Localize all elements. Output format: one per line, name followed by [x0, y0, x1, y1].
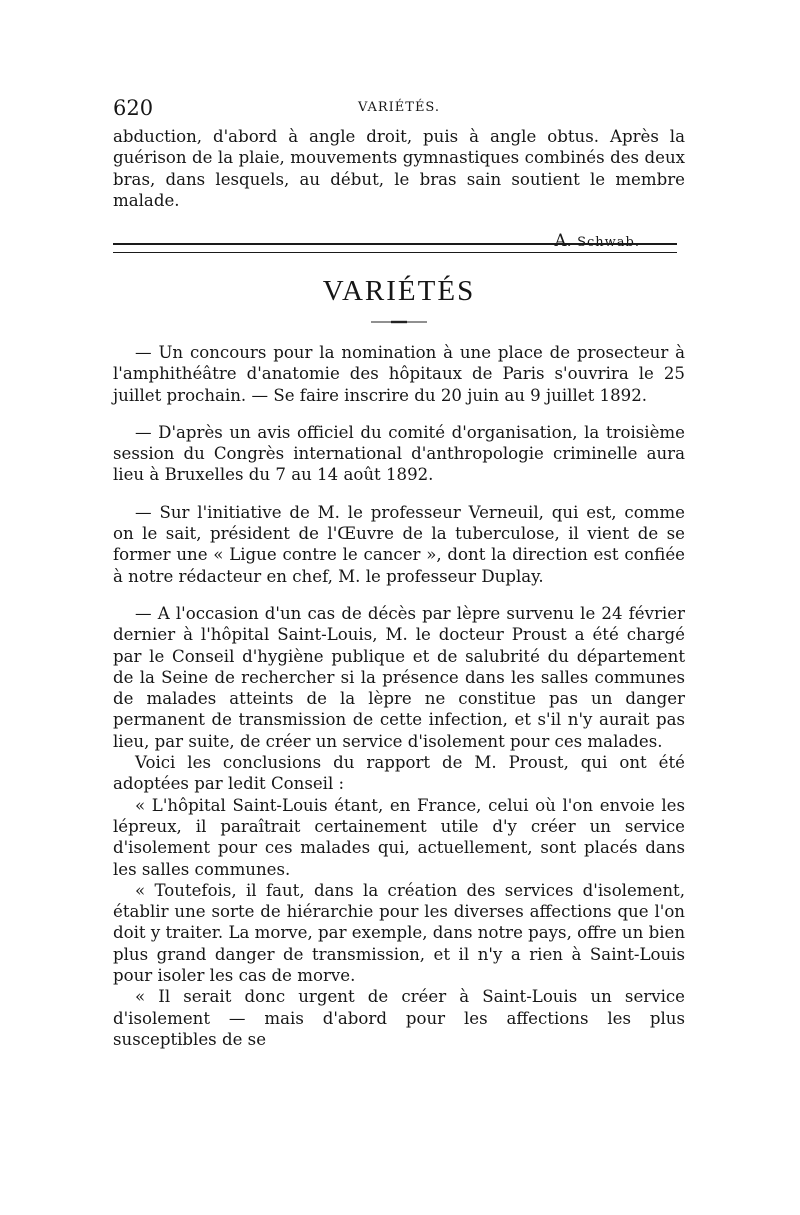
paragraph-conclusions: Voici les conclusions du rapport de M. Proust, qui ont été adoptées par ledit Conseil : — [113, 753, 685, 794]
running-title: VARIÉTÉS. — [357, 100, 441, 115]
paragraph-quote-3: « Il serait donc urgent de créer à Saint-Louis un service d'isolement — mais d'abord pour les affections les plus susceptibles de se — [113, 987, 685, 1049]
paragraph-quote-2: « Toutefois, il faut, dans la création des services d'isolement, établir une sorte de hiérarchie pour les diverses affections que l'on doit y traiter. La morve, par exemple, dans notre pays, offre un bien plus grand danger de transmission, et il n'y a rien à Saint-Louis pour isoler les cas de morve. — [113, 880, 686, 986]
paragraph-concours: — Un concours pour la nomination à une place de prosecteur à l'amphithéâtre d'anatomie des hôpitaux de Paris s'ouvrira le 25 juillet prochain. — Se faire inscrire du 20 juin au 9 juillet 1892. — [113, 343, 685, 405]
varietes-body — [113, 342, 685, 1050]
signature-initial: A. — [554, 231, 578, 250]
section-rule-thin — [113, 252, 677, 253]
previous-article-ending — [113, 126, 685, 211]
article-signature — [113, 231, 640, 250]
paragraph-lepre: — A l'occasion d'un cas de décès par lèpre survenu le 24 février dernier à l'hôpital Saint-Louis, M. le docteur Proust a été chargé par le Conseil d'hygiène publique et de salubrité du département de la Seine de rechercher si la présence dans les salles communes de malades atteints de la lèpre ne constitue pas un danger permanent de transmission de cette infection, et s'il n'y aurait pas lieu, par suite, de créer un service d'isolement pour ces malades. — [113, 603, 685, 751]
paragraph-quote-1: « L'hôpital Saint-Louis étant, en France, celui où l'on envoie les lépreux, il paraîtrait certainement utile d'y créer un service d'isolement pour ces malades qui, actuellement, sont placés dans les salles communes. — [113, 795, 685, 879]
continuation-paragraph: abduction, d'abord à angle droit, puis à angle obtus. Après la guérison de la plaie, mouvements gymnastiques combinés des deux bras, dans lesquels, au début, le bras sain soutient le membre malade. — [113, 127, 685, 210]
signature-name: Schwab. — [577, 235, 640, 250]
paragraph-congres: — D'après un avis officiel du comité d'organisation, la troisième session du Congrès international d'anthropologie criminelle aura lieu à Bruxelles du 7 au 14 août 1892. — [113, 422, 685, 485]
section-title: VARIÉTÉS — [322, 275, 476, 307]
title-flourish-ornament — [371, 320, 427, 324]
paragraph-ligue-cancer: — Sur l'initiative de M. le professeur Verneuil, qui est, comme on le sait, président de l'Œuvre de la tuberculose, il vient de se former une « Ligue contre le cancer », dont la direction est confiée à notre rédacteur en chef, M. le professeur Duplay. — [113, 502, 685, 586]
section-rule-thick — [113, 243, 677, 245]
page-header — [113, 96, 685, 126]
page-number: 620 — [113, 96, 154, 120]
